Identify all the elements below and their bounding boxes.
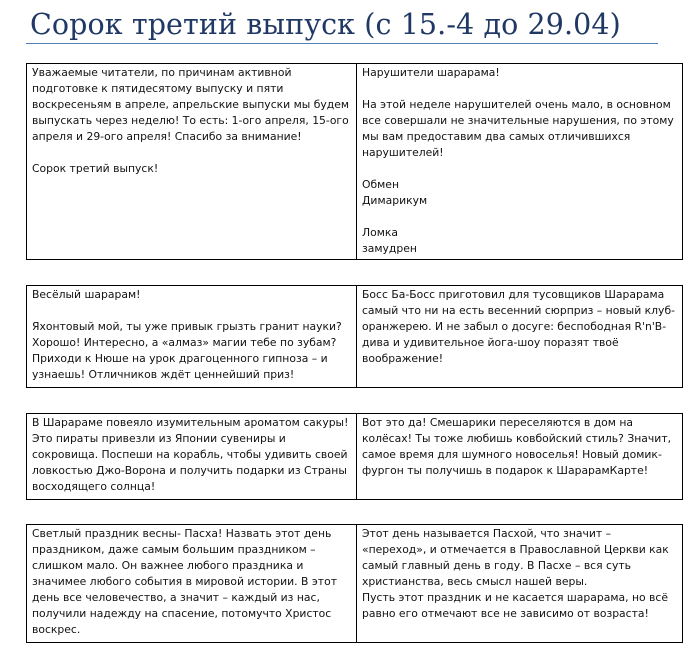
paragraph: Пусть этот праздник и не касается шарарама, но всё равно его отмечают все не зависимо от возраста! [362,591,669,620]
paragraph [32,145,350,161]
paragraph: Светлый праздник весны- Пасха! Назвать этот день праздником, даже самым большим праздником – слишком мало. Он важнее любого праздника и значимее любого события в мировой истории. В этот день все человечество, а значит – каждый из нас, получили надежду на спасение, потомучто Христос воскрес. [32,527,337,636]
paragraph [362,209,676,225]
paragraph [362,161,676,177]
paragraph: Сорок третий выпуск! [32,162,159,175]
news-cell-announcement [27,64,357,260]
news-cell-violators [357,64,683,260]
paragraph: Босс Ба-Босс приготовил для тусовщиков Шарарама самый что ни на есть весенний сюрприз – новый клуб-оранжерею. И не забыл о досуге: беспободная R'n'B-дива и удивительное йога-шоу поразят твоё воображение! [362,288,676,365]
paragraph: Весёлый шарарам! [32,288,141,301]
paragraph: Обмен [362,178,400,191]
news-block-3 [26,413,683,500]
news-cell-sakura-pirates [27,414,357,500]
paragraph: Нарушители шарарама! [362,66,500,79]
paragraph: Димарикум [362,194,428,207]
paragraph [362,81,676,97]
news-block-1 [26,63,683,260]
news-cell-easter-meaning [357,525,683,643]
paragraph: Ломка [362,226,399,239]
news-cell-easter [27,525,357,643]
news-cell-fun-shararam [27,286,357,388]
paragraph: Вот это да! Смешарики переселяются в дом на колёсах! Ты тоже любишь ковбойский стиль? Значит, самое время для шумного новоселья! Новый домик-фургон ты получишь в подарок к ШарарамКарте! [362,416,672,477]
paragraph: замудрен [362,242,417,255]
news-cell-club-greenhouse [357,286,683,388]
news-cell-cowboy-house [357,414,683,500]
paragraph: Уважаемые читатели, по причинам активной подготовке к пятидесятому выпуску и пяти воскресеньям в апреле, апрельские выпуски мы будем выпускать через неделю! То есть: 1-ого апреля, 15-ого апреля и 29-ого апреля! Спасибо за внимание! [32,66,350,143]
page-title: Сорок третий выпуск (с 15.-4 до 29.04) [30,8,621,41]
paragraph: Яхонтовый мой, ты уже привык грызть гранит науки? Хорошо! Интересно, а «алмаз» магии тебе по зубам? Приходи к Нюше на урок драгоценного гипноза – и узнаешь! Отличников ждёт ценнейший приз! [32,320,342,381]
news-block-4 [26,524,683,643]
title-underline [26,43,658,44]
paragraph: В Шарараме повеяло изумительным ароматом сакуры! Это пираты привезли из Японии сувениры и сокровища. Поспеши на корабль, чтобы удивить своей ловкостью Джо-Ворона и получить подарки из Страны восходящего солнца! [32,416,349,493]
paragraph: Этот день называется Пасхой, что значит – «переход», и отмечается в Православной Церкви как самый главный день в году. В Пасхе – вся суть христианства, весь смысл нашей веры. [362,527,669,588]
paragraph: На этой неделе нарушителей очень мало, в основном все совершали не значительные нарушения, по этому мы вам предоставим два самых отличившихся нарушителей! [362,98,674,159]
paragraph [32,303,350,319]
news-block-2 [26,285,683,388]
